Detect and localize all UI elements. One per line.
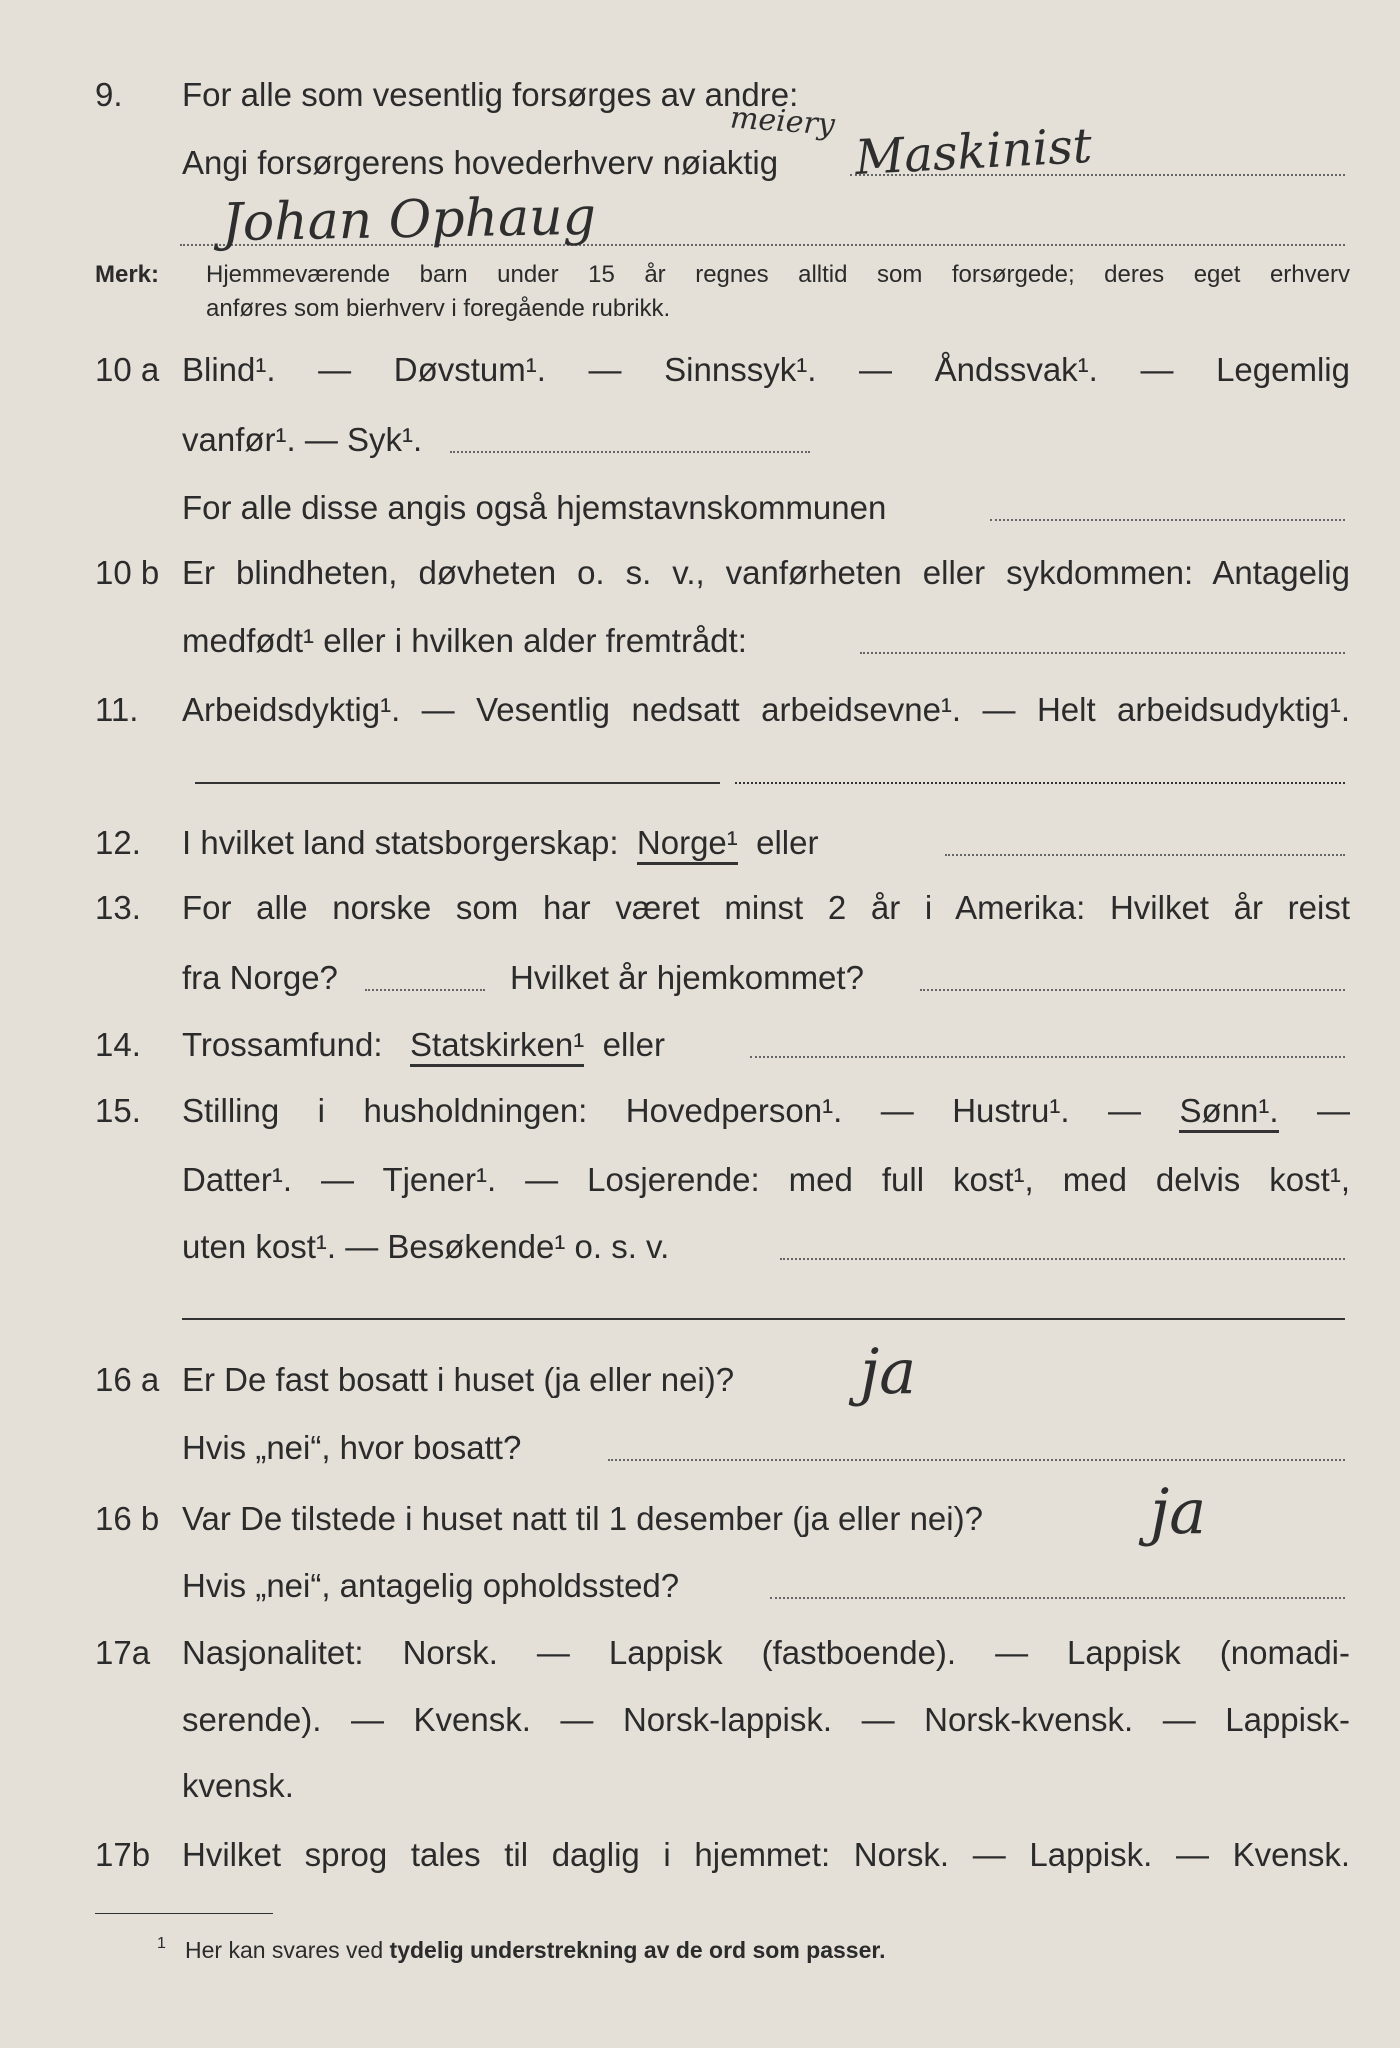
- q14-eller: eller: [602, 1026, 665, 1063]
- q9-line-2: Angi forsørgerens hovederhverv nøiaktig: [182, 144, 779, 181]
- q10a-line-1: Blind¹. — Døvstum¹. — Sinnssyk¹. — Åndssvak¹. — Legemlig: [182, 351, 1350, 388]
- q10b-line-1: Er blindheten, døvheten o. s. v., vanførheten eller sykdommen: Antagelig: [182, 554, 1350, 591]
- q16b-row-2: [0, 1563, 1400, 1609]
- q15-row-2: [0, 1157, 1400, 1203]
- q17b-row-1: [0, 1832, 1400, 1878]
- q16a-row-2: [0, 1425, 1400, 1471]
- q9-row-2: [0, 140, 1400, 186]
- q13-reist-fill-line: [365, 987, 485, 991]
- q13-line-2b: Hvilket år hjemkommet?: [510, 959, 864, 996]
- q9-occupation-note-handwritten: meiery: [728, 100, 836, 143]
- q15-line-2: Datter¹. — Tjener¹. — Losjerende: med full kost¹, med delvis kost¹,: [182, 1161, 1350, 1198]
- q12-row-1: [0, 820, 1400, 866]
- q13-number: 13.: [95, 889, 141, 926]
- q10b-line-2: medfødt¹ eller i hvilken alder fremtrådt:: [182, 622, 747, 659]
- q14-question: Trossamfund:: [182, 1026, 383, 1063]
- q16a-fill-line: [608, 1457, 1345, 1461]
- q16b-line-2: Hvis „nei“, antagelig opholdssted?: [182, 1567, 680, 1604]
- q16a-line-2: Hvis „nei“, hvor bosatt?: [182, 1429, 522, 1466]
- q13-row-2: [0, 955, 1400, 1001]
- merk-line-1: Hjemmeværende barn under 15 år regnes alltid som forsørgede; deres eget erhverv: [206, 261, 1350, 288]
- q10a-kommune-fill-line: [990, 517, 1345, 521]
- q12-question: I hvilket land statsborgerskap:: [182, 824, 619, 861]
- q15-row-3: [0, 1224, 1400, 1270]
- q10b-number: 10 b: [95, 554, 160, 591]
- q17a-row-2: [0, 1697, 1400, 1743]
- q11-answer-line-left: [195, 782, 720, 784]
- q11-row-1: [0, 687, 1400, 733]
- q13-hjemkommet-fill-line: [920, 987, 1345, 991]
- q17a-line-1: Nasjonalitet: Norsk. — Lappisk (fastboende). — Lappisk (nomadi-: [182, 1634, 1350, 1671]
- q15-option-sonn-underlined: Sønn¹.: [1179, 1092, 1278, 1133]
- q17b-number: 17b: [95, 1836, 151, 1873]
- q17a-row-3: [0, 1763, 1400, 1809]
- q12-option-norge-underlined: Norge¹: [637, 824, 738, 865]
- q12-number: 12.: [95, 824, 141, 861]
- q12-line-1: [182, 820, 818, 866]
- q13-line-1: For alle norske som har været minst 2 år i Amerika: Hvilket år reist: [182, 889, 1350, 926]
- q10b-row-1: [0, 550, 1400, 596]
- q14-number: 14.: [95, 1026, 141, 1063]
- q10a-line-3: For alle disse angis også hjemstavnskommunen: [182, 489, 887, 526]
- q9-row-3: [0, 210, 1400, 256]
- q17a-row-1: [0, 1630, 1400, 1676]
- q17b-line-1: Hvilket sprog tales til daglig i hjemmet: Norsk. — Lappisk. — Kvensk.: [182, 1836, 1350, 1873]
- q15-answer-line: [182, 1318, 1345, 1320]
- q16b-line-1: Var De tilstede i huset natt til 1 desember (ja eller nei)?: [182, 1500, 983, 1537]
- q15-line-1-post: —: [1317, 1092, 1350, 1129]
- q11-line-1: Arbeidsdyktig¹. — Vesentlig nedsatt arbeidsevne¹. — Helt arbeidsudyktig¹.: [182, 691, 1350, 728]
- q14-row-1: [0, 1022, 1400, 1068]
- q14-line-1: [182, 1022, 665, 1068]
- q10a-row-2: [0, 417, 1400, 463]
- q10b-row-2: [0, 618, 1400, 664]
- merk-label: Merk:: [95, 261, 160, 288]
- q16b-number: 16 b: [95, 1500, 160, 1537]
- q17a-line-3: kvensk.: [182, 1767, 294, 1804]
- q9-row-1: [0, 72, 1400, 118]
- q10a-row-3: [0, 485, 1400, 531]
- q17a-number: 17a: [95, 1634, 151, 1671]
- q9-name-handwritten: Johan Ophaug: [221, 186, 597, 254]
- q15-number: 15.: [95, 1092, 141, 1129]
- q9-number: 9.: [95, 76, 123, 113]
- q15-row-1: [0, 1088, 1400, 1134]
- q14-fill-line: [750, 1054, 1345, 1058]
- footnote-rule: [95, 1913, 273, 1914]
- q17a-line-2: serende). — Kvensk. — Norsk-lappisk. — Norsk-kvensk. — Lappisk-: [182, 1701, 1350, 1738]
- q14-option-statskirken-underlined: Statskirken¹: [410, 1026, 584, 1067]
- q16b-answer-handwritten: ja: [1150, 1475, 1207, 1548]
- q15-fill-line: [780, 1256, 1345, 1260]
- q9-occupation-handwritten: Maskinist: [853, 117, 1094, 187]
- q10a-number: 10 a: [95, 351, 160, 388]
- q9-line-1: For alle som vesentlig forsørges av andre:: [182, 76, 799, 113]
- q16a-row-1: [0, 1357, 1400, 1403]
- q15-line-1-pre: Stilling i husholdningen: Hovedperson¹. — Hustru¹. —: [182, 1092, 1142, 1129]
- merk-line-2: anføres som bierhverv i foregående rubrikk.: [206, 295, 671, 322]
- footnote-text-pre: Her kan svares ved: [185, 1937, 384, 1963]
- footnote-text: [185, 1935, 885, 1965]
- q10a-row-1: [0, 347, 1400, 393]
- q16b-fill-line: [770, 1595, 1345, 1599]
- q15-line-3: uten kost¹. — Besøkende¹ o. s. v.: [182, 1228, 670, 1265]
- q13-row-1: [0, 885, 1400, 931]
- q11-number: 11.: [95, 691, 139, 728]
- q10a-line-2: vanfør¹. — Syk¹.: [182, 421, 423, 458]
- q13-line-2a: fra Norge?: [182, 959, 338, 996]
- q12-eller: eller: [756, 824, 819, 861]
- q16a-number: 16 a: [95, 1361, 160, 1398]
- q16a-line-1: Er De fast bosatt i huset (ja eller nei)?: [182, 1361, 735, 1398]
- q10b-fill-line: [860, 650, 1345, 654]
- q15-line-1: [182, 1088, 1350, 1134]
- footnote-text-bold: tydelig understrekning av de ord som passer.: [389, 1937, 886, 1963]
- q11-answer-line-right: [735, 782, 1345, 784]
- q12-fill-line: [945, 852, 1345, 856]
- footnote-mark: 1: [157, 1935, 166, 1952]
- q16a-answer-handwritten: ja: [860, 1335, 917, 1408]
- q10a-syk-fill-line: [450, 449, 810, 453]
